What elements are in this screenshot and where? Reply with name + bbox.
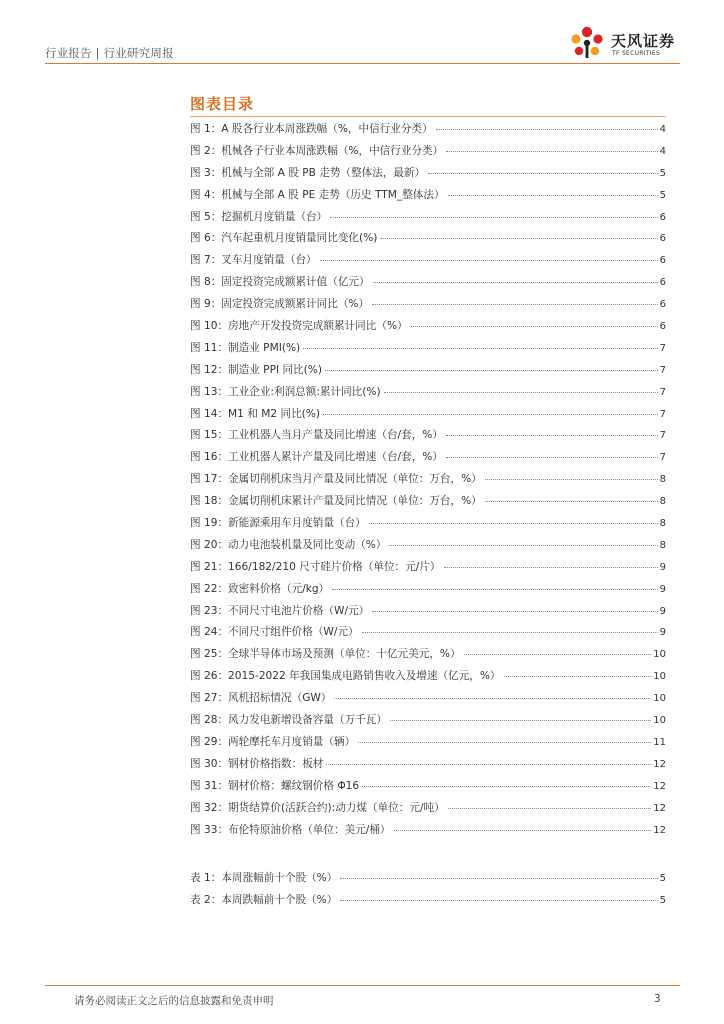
toc-figure-entry[interactable] (190, 581, 666, 603)
dot-leader (485, 479, 658, 480)
toc-figure-entry-page: 7 (659, 364, 666, 376)
dot-leader (369, 523, 658, 524)
toc-figure-entry-label: 图 16：工业机器人累计产量及同比增速（台/套，%） (190, 451, 443, 464)
dot-leader (380, 238, 657, 239)
toc-figure-entry-label: 图 20：动力电池装机量及同比变动（%） (190, 538, 387, 551)
dot-leader (428, 173, 657, 174)
toc-figure-entry-page: 8 (659, 474, 666, 486)
toc-figure-entry[interactable] (190, 362, 666, 384)
dot-leader (464, 654, 652, 655)
toc-figure-entry[interactable] (190, 318, 666, 340)
toc-figure-entry-page: 9 (659, 561, 666, 573)
dot-leader (485, 501, 658, 502)
toc-figure-entry-label: 图 26：2015-2022 年我国集成电路销售收入及增速（亿元，%） (190, 670, 501, 683)
toc-figure-entry[interactable] (190, 493, 666, 515)
toc-figure-entry[interactable] (190, 668, 666, 690)
toc-figure-entry-page: 7 (659, 430, 666, 442)
dot-leader (384, 392, 658, 393)
dot-leader (436, 129, 658, 130)
toc-figure-entry[interactable] (190, 646, 666, 668)
toc-figure-entry[interactable] (190, 756, 666, 778)
toc-table-entry[interactable] (190, 892, 666, 914)
toc-figure-entry-label: 图 32：期货结算价(活跃合约):动力煤（单位：元/吨） (190, 801, 445, 814)
company-logo (567, 22, 687, 62)
toc-figure-entry-page: 6 (659, 255, 666, 267)
toc-figure-entry-label: 图 8：固定投资完成额累计值（亿元） (190, 276, 370, 289)
toc-figure-entry[interactable] (190, 515, 666, 537)
toc-figure-entry[interactable] (190, 471, 666, 493)
dot-leader (320, 260, 658, 261)
dot-leader (358, 742, 651, 743)
toc-figure-entry-label: 图 10：房地产开发投资完成额累计同比（%） (190, 320, 408, 333)
toc-figure-entry-label: 图 1：A 股各行业本周涨跌幅（%，中信行业分类） (190, 123, 433, 135)
toc-figure-entry[interactable] (190, 559, 666, 581)
toc-figure-entry[interactable] (190, 143, 666, 165)
dot-leader (446, 151, 657, 152)
dot-leader (326, 764, 651, 765)
toc-figure-entry-page: 5 (659, 167, 666, 179)
toc-figure-entry-label: 图 5：挖掘机月度销量（台） (190, 210, 328, 223)
toc-figure-entry-page: 10 (653, 649, 666, 661)
dot-leader (362, 786, 651, 787)
toc-figure-entry-page: 6 (659, 277, 666, 289)
toc-figure-entry[interactable] (190, 537, 666, 559)
dot-leader (334, 698, 651, 699)
toc-figure-entry-label: 图 3：机械与全部 A 股 PB 走势（整体法，最新） (190, 166, 426, 179)
toc-figure-entry-label: 图 12：制造业 PPI 同比(%) (190, 363, 322, 376)
dot-leader (394, 830, 652, 831)
toc-figure-entry[interactable] (190, 230, 666, 252)
dot-leader (340, 878, 657, 879)
toc-figure-entry-label: 图 23：不同尺寸电池片价格（W/元） (190, 604, 370, 617)
page-number: 3 (654, 993, 661, 1005)
dot-leader (362, 632, 658, 633)
toc-figure-entry-page: 6 (659, 211, 666, 223)
toc-figure-entry-page: 8 (659, 496, 666, 508)
toc-title-divider (190, 116, 666, 117)
toc-figure-entry-label: 图 31：钢材价格：螺纹钢价格 Φ16 (190, 779, 360, 792)
dot-leader (332, 589, 657, 590)
toc-figure-entry-label: 图 15：工业机器人当月产量及同比增速（台/套，%） (190, 429, 443, 442)
toc-figure-entry[interactable] (190, 296, 666, 318)
toc-figure-entry[interactable] (190, 778, 666, 800)
toc-figure-entry[interactable] (190, 165, 666, 187)
toc-figure-entry-label: 图 29：两轮摩托车月度销量（辆） (190, 735, 356, 748)
toc-figure-entry-label: 图 7：叉车月度销量（台） (190, 254, 317, 267)
logo-mark-icon (567, 24, 607, 62)
toc-figure-entry[interactable] (190, 690, 666, 712)
header-divider (45, 63, 680, 64)
toc-figure-entry-label: 图 33：布伦特原油价格（单位：美元/桶） (190, 823, 391, 836)
toc-figure-entry[interactable] (190, 187, 666, 209)
toc-figure-entry-label: 图 13：工业企业:利润总额:累计同比(%) (190, 385, 381, 398)
header-category: 行业报告 | 行业研究周报 (45, 46, 174, 60)
figure-list (190, 121, 666, 843)
toc-table-entry-page: 5 (659, 894, 666, 906)
toc-figure-entry-label: 图 11：制造业 PMI(%) (190, 341, 301, 354)
toc-figure-entry-label: 图 4：机械与全部 A 股 PE 走势（历史 TTM_整体法） (190, 188, 445, 201)
toc-figure-entry-page: 4 (659, 124, 666, 135)
toc-figure-entry[interactable] (190, 712, 666, 734)
toc-figure-entry-page: 12 (653, 802, 666, 814)
dot-leader (325, 370, 658, 371)
toc-figure-entry-label: 图 14：M1 和 M2 同比(%) (190, 407, 321, 420)
dot-leader (448, 808, 652, 809)
footer-divider (45, 985, 680, 986)
dot-leader (444, 567, 658, 568)
toc-title: 图表目录 (190, 95, 255, 113)
toc-table-entry-label: 表 2：本周跌幅前十个股（%） (190, 893, 338, 906)
toc-figure-entry-page: 10 (653, 693, 666, 705)
logo-name-cn: 天风证券 (611, 32, 676, 50)
toc-figure-entry-page: 7 (659, 408, 666, 420)
toc-figure-entry-label: 图 24：不同尺寸组件价格（W/元） (190, 626, 359, 639)
toc-figure-entry-label: 图 2：机械各子行业本周涨跌幅（%，中信行业分类） (190, 144, 444, 157)
toc-figure-entry-label: 图 6：汽车起重机月度销量同比变化(%) (190, 232, 378, 245)
dot-leader (446, 435, 658, 436)
logo-name-en: TF SECURITIES (612, 50, 661, 57)
dot-leader (411, 326, 658, 327)
footer-disclaimer: 请务必阅读正文之后的信息披露和免责申明 (74, 995, 274, 1007)
toc-figure-entry[interactable] (190, 209, 666, 231)
dot-leader (373, 282, 658, 283)
toc-figure-entry-label: 图 27：风机招标情况（GW） (190, 692, 332, 705)
dot-leader (372, 611, 657, 612)
toc-figure-entry-label: 图 9：固定投资完成额累计同比（%） (190, 298, 370, 311)
toc-figure-entry-label: 图 25：全球半导体市场及预测（单位：十亿元美元，%） (190, 648, 461, 661)
toc-figure-entry-page: 8 (659, 518, 666, 530)
toc-figure-entry-page: 10 (653, 715, 666, 727)
toc-figure-entry-page: 9 (659, 583, 666, 595)
toc-figure-entry-page: 11 (653, 736, 666, 748)
dot-leader (330, 217, 657, 218)
table-list (190, 870, 666, 914)
toc-figure-entry-page: 7 (659, 452, 666, 464)
dot-leader (504, 676, 652, 677)
dot-leader (340, 900, 657, 901)
toc-figure-entry[interactable] (190, 121, 666, 143)
toc-figure-entry-page: 12 (653, 824, 666, 836)
toc-figure-entry-page: 6 (659, 321, 666, 333)
toc-figure-entry-page: 12 (653, 758, 666, 770)
toc-table-entry-label: 表 1：本周涨幅前十个股（%） (190, 872, 338, 884)
toc-figure-entry[interactable] (190, 449, 666, 471)
toc-figure-entry-page: 12 (653, 780, 666, 792)
toc-figure-entry-page: 10 (653, 671, 666, 683)
toc-figure-entry-label: 图 22：致密料价格（元/kg） (190, 582, 330, 595)
toc-figure-entry[interactable] (190, 603, 666, 625)
toc-figure-entry-page: 8 (659, 539, 666, 551)
toc-figure-entry-label: 图 21：166/182/210 尺寸硅片价格（单位：元/片） (190, 560, 441, 573)
toc-figure-entry-label: 图 17：金属切削机床当月产量及同比情况（单位：万台，%） (190, 473, 482, 486)
toc-figure-entry[interactable] (190, 624, 666, 646)
dot-leader (323, 414, 658, 415)
toc-figure-entry[interactable] (190, 274, 666, 296)
toc-table-entry-page: 5 (659, 873, 666, 884)
toc-figure-entry-label: 图 30：钢材价格指数：板材 (190, 757, 324, 770)
toc-figure-entry-page: 6 (659, 233, 666, 245)
toc-figure-entry-page: 5 (659, 189, 666, 201)
toc-figure-entry[interactable] (190, 340, 666, 362)
toc-table-entry[interactable] (190, 870, 666, 892)
toc-figure-entry[interactable] (190, 734, 666, 756)
toc-figure-entry-label: 图 19：新能源乘用车月度销量（台） (190, 517, 366, 530)
dot-leader (303, 348, 657, 349)
toc-figure-entry[interactable] (190, 822, 666, 844)
toc-figure-entry-page: 6 (659, 299, 666, 311)
toc-figure-entry-page: 7 (659, 342, 666, 354)
dot-leader (372, 304, 658, 305)
toc-figure-entry-page: 7 (659, 386, 666, 398)
toc-figure-entry[interactable] (190, 406, 666, 428)
dot-leader (446, 457, 658, 458)
toc-figure-entry[interactable] (190, 427, 666, 449)
toc-figure-entry[interactable] (190, 384, 666, 406)
toc-figure-entry-page: 9 (659, 605, 666, 617)
toc-figure-entry-page: 9 (659, 627, 666, 639)
dot-leader (390, 720, 651, 721)
toc-figure-entry-label: 图 28：风力发电新增设备容量（万千瓦） (190, 714, 387, 727)
toc-figure-entry[interactable] (190, 800, 666, 822)
toc-figure-entry[interactable] (190, 252, 666, 274)
toc-figure-entry-page: 4 (659, 145, 666, 157)
dot-leader (389, 545, 657, 546)
dot-leader (448, 195, 658, 196)
toc-figure-entry-label: 图 18：金属切削机床累计产量及同比情况（单位：万台，%） (190, 495, 482, 508)
